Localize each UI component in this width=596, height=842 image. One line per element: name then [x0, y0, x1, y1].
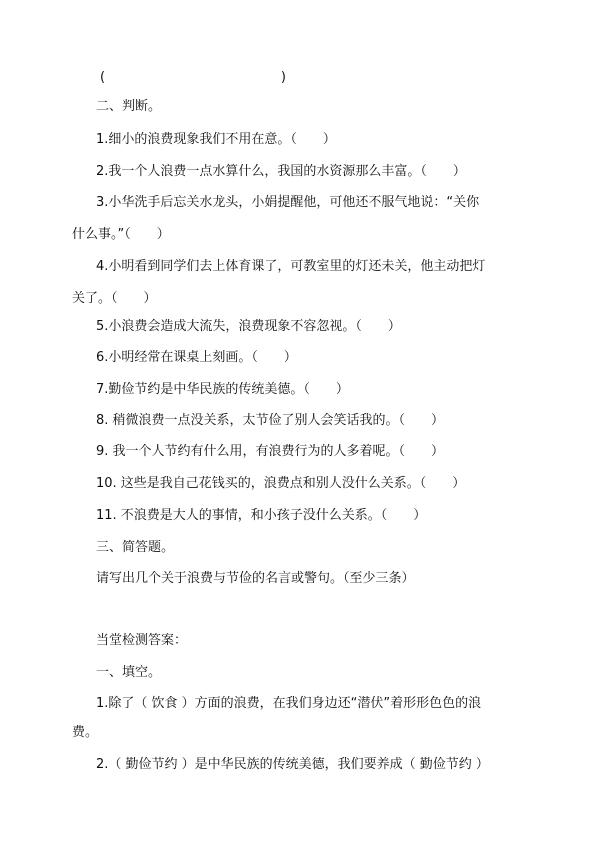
judgment-item: 10. 这些是我自己花钱买的，浪费点和别人没什么关系。（ ） [96, 476, 466, 491]
judgment-item: 5.小浪费会造成大流失，浪费现象不容忽视。（ ） [96, 319, 401, 334]
answer-line: 1.除了（ 饮食 ）方面的浪费，在我们身边还“潜伏”着形形色色的浪 [96, 696, 482, 711]
judgment-item-continuation: 什么事。”（ ） [72, 227, 170, 242]
answer-line-continuation: 费。 [72, 725, 99, 740]
answers-heading: 当堂检测答案： [96, 633, 188, 648]
judgment-item: 1.细小的浪费现象我们不用在意。（ ） [96, 132, 336, 147]
judgment-item: 3.小华洗手后忘关水龙头，小娟提醒他，可他还不服气地说：“关你 [96, 195, 480, 210]
answer-blank [100, 70, 286, 86]
judgment-item: 11. 不浪费是大人的事情，和小孩子没什么关系。（ ） [96, 508, 427, 523]
judgment-item: 7.勤俭节约是中华民族的传统美德。（ ） [96, 382, 349, 397]
section-title-judgment: 二、判断。 [96, 99, 162, 114]
judgment-item: 9. 我一个人节约有什么用，有浪费行为的人多着呢。（ ） [96, 444, 445, 459]
answer-line: 2.（ 勤俭节约 ）是中华民族的传统美德，我们要养成（ 勤俭节约 ） [96, 757, 489, 772]
judgment-item: 4.小明看到同学们去上体育课了，可教室里的灯还未关，他主动把灯 [96, 259, 486, 274]
judgment-item: 8. 稍微浪费一点没关系，太节俭了别人会笑话我的。（ ） [96, 413, 445, 428]
judgment-item: 6.小明经常在课桌上刻画。（ ） [96, 350, 297, 365]
short-answer-question: 请写出几个关于浪费与节俭的名言或警句。（至少三条） [96, 571, 415, 586]
answers-section-title-fill-in: 一、填空。 [96, 665, 162, 680]
section-title-short-answer: 三、简答题。 [96, 540, 175, 555]
judgment-item: 2.我一个人浪费一点水算什么，我国的水资源那么丰富。（ ） [96, 164, 466, 179]
blank-close-paren: ) [280, 70, 286, 85]
blank-open-paren: ( [100, 70, 106, 85]
judgment-item-continuation: 关了。（ ） [72, 291, 157, 306]
